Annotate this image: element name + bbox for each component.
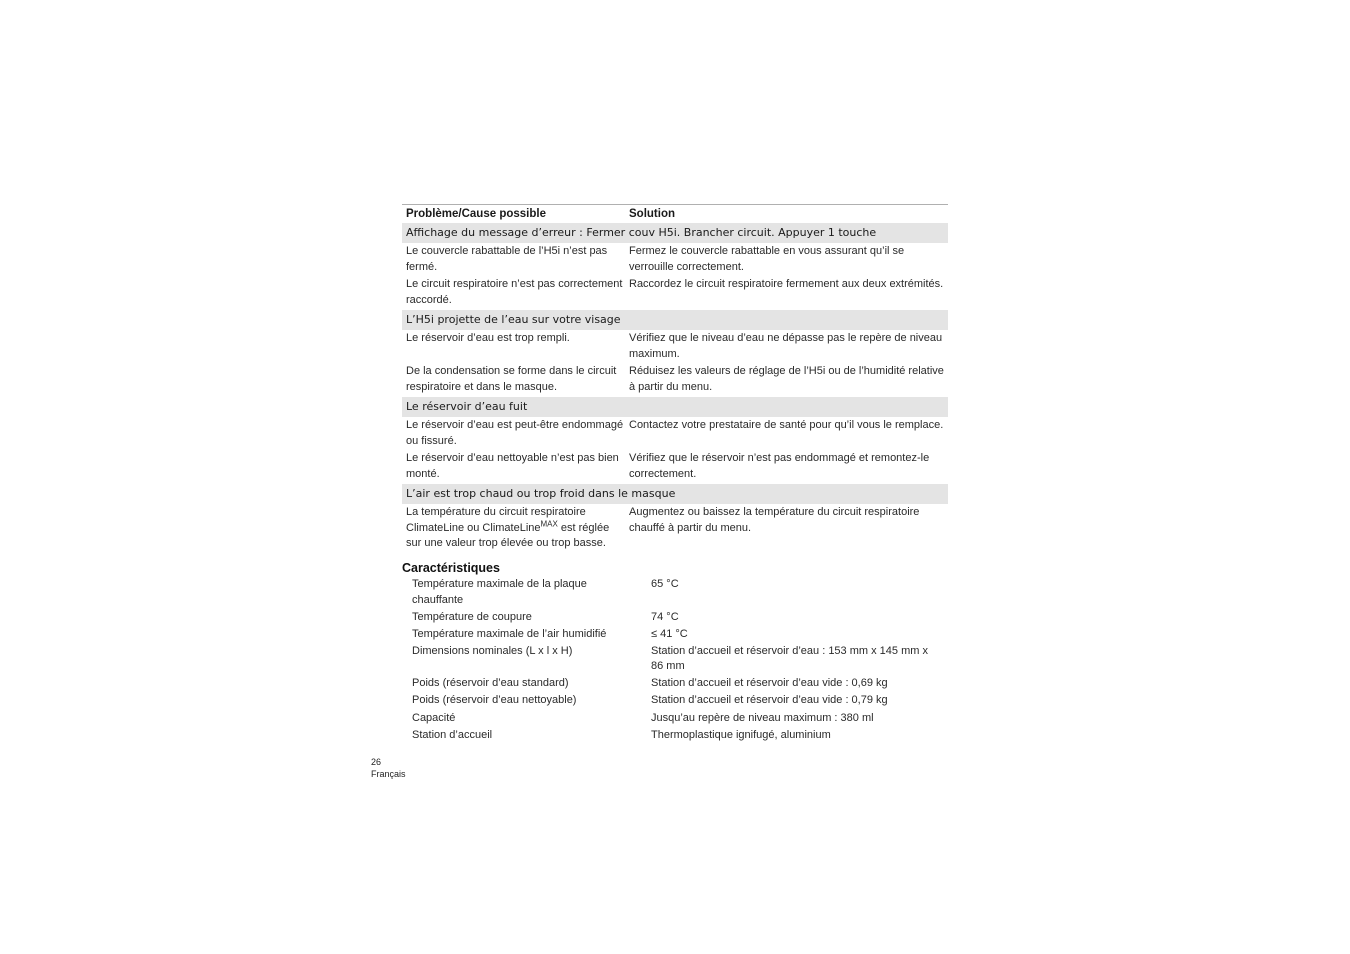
solution-cell: Augmentez ou baissez la température du circuit respiratoire chauffé à partir du menu. <box>629 506 920 534</box>
spec-row <box>412 711 948 727</box>
group-heading: Le réservoir d’eau fuit <box>402 397 948 417</box>
spec-value: 65 °C <box>651 578 679 590</box>
solution-cell: Vérifiez que le niveau d’eau ne dépasse pas le repère de niveau maximum. <box>629 332 943 360</box>
spec-label: Station d’accueil <box>412 728 493 741</box>
troubleshooting-table <box>402 204 948 552</box>
spec-value: Station d’accueil et réservoir d’eau vide : 0,69 kg <box>651 677 888 690</box>
table-row <box>402 243 948 275</box>
language-label: Français <box>371 769 406 779</box>
spec-row <box>412 644 948 675</box>
spec-row <box>412 728 948 744</box>
group-heading: L’H5i projette de l’eau sur votre visage <box>402 310 948 330</box>
spec-label: Capacité <box>412 711 456 724</box>
spec-label: Dimensions nominales (L x l x H) <box>412 644 573 657</box>
cause-cell: Le couvercle rabattable de l’H5i n’est pas fermé. <box>406 245 608 273</box>
cause-cell: Le circuit respiratoire n’est pas correctement raccordé. <box>406 278 623 306</box>
spec-row <box>412 693 948 709</box>
cause-cell: De la condensation se forme dans le circuit respiratoire et dans le masque. <box>406 365 617 393</box>
table-row <box>402 417 948 449</box>
header-problem: Problème/Cause possible <box>406 208 546 220</box>
solution-cell: Réduisez les valeurs de réglage de l’H5i ou de l’humidité relative à partir du menu. <box>629 365 944 393</box>
spec-row <box>412 676 948 692</box>
spec-label: Température maximale de l’air humidifié <box>412 627 607 640</box>
spec-row <box>412 610 948 626</box>
solution-cell: Fermez le couvercle rabattable en vous assurant qu’il se verrouille correctement. <box>629 245 905 273</box>
spec-label: Température maximale de la plaque chauffante <box>412 578 587 606</box>
spec-value: Jusqu’au repère de niveau maximum : 380 ml <box>651 711 874 724</box>
cause-cell: Le réservoir d’eau est peut-être endommagé ou fissuré. <box>406 419 624 447</box>
header-solution: Solution <box>629 208 675 220</box>
spec-label: Température de coupure <box>412 610 532 623</box>
cause-cell <box>402 505 624 552</box>
table-row <box>402 363 948 395</box>
spec-row <box>412 577 948 608</box>
cause-text-part1: La température du circuit respiratoire ClimateLine ou ClimateLine <box>406 506 586 534</box>
page-footer <box>371 756 406 780</box>
table-row <box>402 330 948 362</box>
cause-cell: Le réservoir d’eau nettoyable n’est pas bien monté. <box>406 452 619 480</box>
spec-row <box>412 627 948 643</box>
solution-cell: Vérifiez que le réservoir n’est pas endommagé et remontez-le correctement. <box>629 452 930 480</box>
specs-list <box>412 577 948 745</box>
spec-label: Poids (réservoir d’eau nettoyable) <box>412 694 577 707</box>
spec-value: Station d’accueil et réservoir d’eau : 153 mm x 145 mm x 86 mm <box>651 644 928 673</box>
table-row <box>402 276 948 308</box>
spec-value: Thermoplastique ignifugé, aluminium <box>651 728 831 741</box>
table-header <box>402 205 948 222</box>
spec-value: ≤ 41 °C <box>651 627 688 640</box>
solution-cell: Raccordez le circuit respiratoire fermement aux deux extrémités. <box>629 278 944 290</box>
max-superscript: MAX <box>540 518 558 528</box>
spec-label: Poids (réservoir d’eau standard) <box>412 677 569 690</box>
spec-value: 74 °C <box>651 610 679 623</box>
cause-text-part2: est réglée sur une valeur trop élevée ou trop basse. <box>406 521 610 549</box>
solution-cell: Contactez votre prestataire de santé pour qu’il vous le remplace. <box>629 419 944 431</box>
spec-value: Station d’accueil et réservoir d’eau vide : 0,79 kg <box>651 694 888 707</box>
specs-title: Caractéristiques <box>402 561 500 575</box>
page-number: 26 <box>371 757 382 767</box>
cause-cell: Le réservoir d’eau est trop rempli. <box>406 332 570 344</box>
table-row <box>402 504 948 552</box>
group-heading: Affichage du message d’erreur : Fermer couv H5i. Brancher circuit. Appuyer 1 touche <box>402 223 948 243</box>
group-heading: L’air est trop chaud ou trop froid dans le masque <box>402 484 948 504</box>
table-row <box>402 450 948 482</box>
